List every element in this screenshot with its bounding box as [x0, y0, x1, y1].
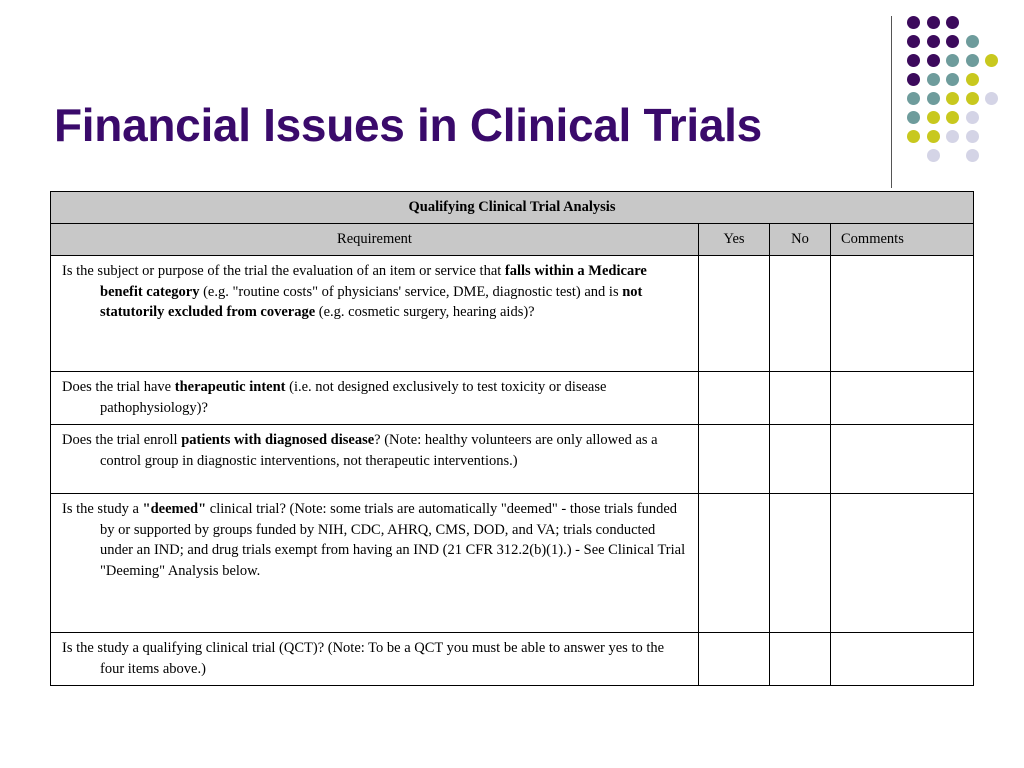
requirement-emphasis: therapeutic intent — [174, 379, 286, 395]
no-cell[interactable] — [770, 494, 831, 633]
decorative-dot — [907, 73, 920, 86]
no-cell[interactable] — [770, 425, 831, 494]
requirement-cell — [51, 425, 699, 494]
requirement-run: Is the study a — [62, 501, 143, 517]
table-row — [51, 633, 974, 686]
decorative-dot — [966, 35, 979, 48]
decorative-dot — [907, 92, 920, 105]
decorative-dot — [966, 73, 979, 86]
title-divider-line — [891, 16, 892, 188]
comments-cell[interactable] — [831, 494, 974, 633]
decorative-dot — [927, 54, 940, 67]
comments-cell[interactable] — [831, 372, 974, 425]
table-row — [51, 494, 974, 633]
yes-cell[interactable] — [699, 256, 770, 372]
requirement-cell — [51, 256, 699, 372]
decorative-dot — [907, 16, 920, 29]
requirement-run: Does the trial enroll — [62, 432, 182, 448]
decorative-dot — [907, 111, 920, 124]
decorative-dot — [927, 149, 940, 162]
requirement-text — [62, 638, 690, 679]
decorative-dot-grid — [905, 10, 1015, 170]
decorative-dot — [927, 130, 940, 143]
decorative-dot — [966, 111, 979, 124]
decorative-dot — [927, 35, 940, 48]
qualifying-trial-table — [50, 191, 974, 686]
decorative-dot — [946, 16, 959, 29]
requirement-run: Does the trial have — [62, 379, 175, 395]
yes-cell[interactable] — [699, 494, 770, 633]
decorative-dot — [966, 54, 979, 67]
requirement-text — [62, 430, 690, 471]
requirement-text — [62, 499, 690, 581]
requirement-run: ? (Note: healthy volunteers are only allowed as a control group in diagnostic interventions, not therapeutic interventions.) — [100, 432, 658, 469]
column-header-no: No — [770, 224, 831, 256]
requirement-cell — [51, 633, 699, 686]
slide-title: Financial Issues in Clinical Trials — [54, 99, 762, 151]
column-header-requirement: Requirement — [51, 224, 699, 256]
no-cell[interactable] — [770, 633, 831, 686]
requirement-run: Is the study a qualifying clinical trial (QCT)? (Note: To be a QCT you must be able to answer yes to the four items above.) — [62, 640, 665, 677]
yes-cell[interactable] — [699, 372, 770, 425]
decorative-dot — [907, 54, 920, 67]
no-cell[interactable] — [770, 372, 831, 425]
column-header-comments: Comments — [831, 224, 974, 256]
yes-cell[interactable] — [699, 425, 770, 494]
decorative-dot — [927, 16, 940, 29]
decorative-dot — [946, 130, 959, 143]
requirement-emphasis: not statutorily excluded from coverage — [100, 283, 643, 320]
no-cell[interactable] — [770, 256, 831, 372]
decorative-dot — [985, 92, 998, 105]
table-caption: Qualifying Clinical Trial Analysis — [51, 192, 974, 224]
decorative-dot — [946, 73, 959, 86]
table-row — [51, 256, 974, 372]
decorative-dot — [946, 92, 959, 105]
decorative-dot — [966, 130, 979, 143]
requirement-run: (e.g. cosmetic surgery, hearing aids)? — [315, 304, 535, 320]
comments-cell[interactable] — [831, 633, 974, 686]
decorative-dot — [985, 54, 998, 67]
requirement-text — [62, 261, 690, 323]
requirement-emphasis: "deemed" — [142, 501, 207, 517]
requirement-run: clinical trial? (Note: some trials are automatically "deemed" - those trials funded by or supported by groups funded by NIH, CDC, AHRQ, CMS, DOD, and VA; trials conducted under an IND; and drug trials exempt from having an IND (21 CFR 312.2(b)(1).) - See Clinical Trial "Deeming" Analysis below. — [100, 501, 686, 579]
requirement-text — [62, 377, 690, 418]
decorative-dot — [946, 35, 959, 48]
table-row — [51, 372, 974, 425]
decorative-dot — [927, 111, 940, 124]
yes-cell[interactable] — [699, 633, 770, 686]
decorative-dot — [966, 149, 979, 162]
decorative-dot — [927, 73, 940, 86]
requirement-cell — [51, 372, 699, 425]
requirement-cell — [51, 494, 699, 633]
requirement-emphasis: falls within a Medicare benefit category — [100, 263, 647, 300]
comments-cell[interactable] — [831, 425, 974, 494]
decorative-dot — [927, 92, 940, 105]
decorative-dot — [907, 35, 920, 48]
requirement-run: Is the subject or purpose of the trial the evaluation of an item or service that — [62, 263, 505, 279]
decorative-dot — [907, 130, 920, 143]
requirement-run: (e.g. "routine costs" of physicians' service, DME, diagnostic test) and is — [199, 283, 623, 300]
comments-cell[interactable] — [831, 256, 974, 372]
requirement-run: (i.e. not designed exclusively to test toxicity or disease pathophysiology)? — [100, 379, 607, 416]
decorative-dot — [946, 54, 959, 67]
table-row — [51, 425, 974, 494]
decorative-dot — [946, 111, 959, 124]
requirement-emphasis: patients with diagnosed disease — [181, 432, 375, 448]
decorative-dot — [966, 92, 979, 105]
column-header-yes: Yes — [699, 224, 770, 256]
